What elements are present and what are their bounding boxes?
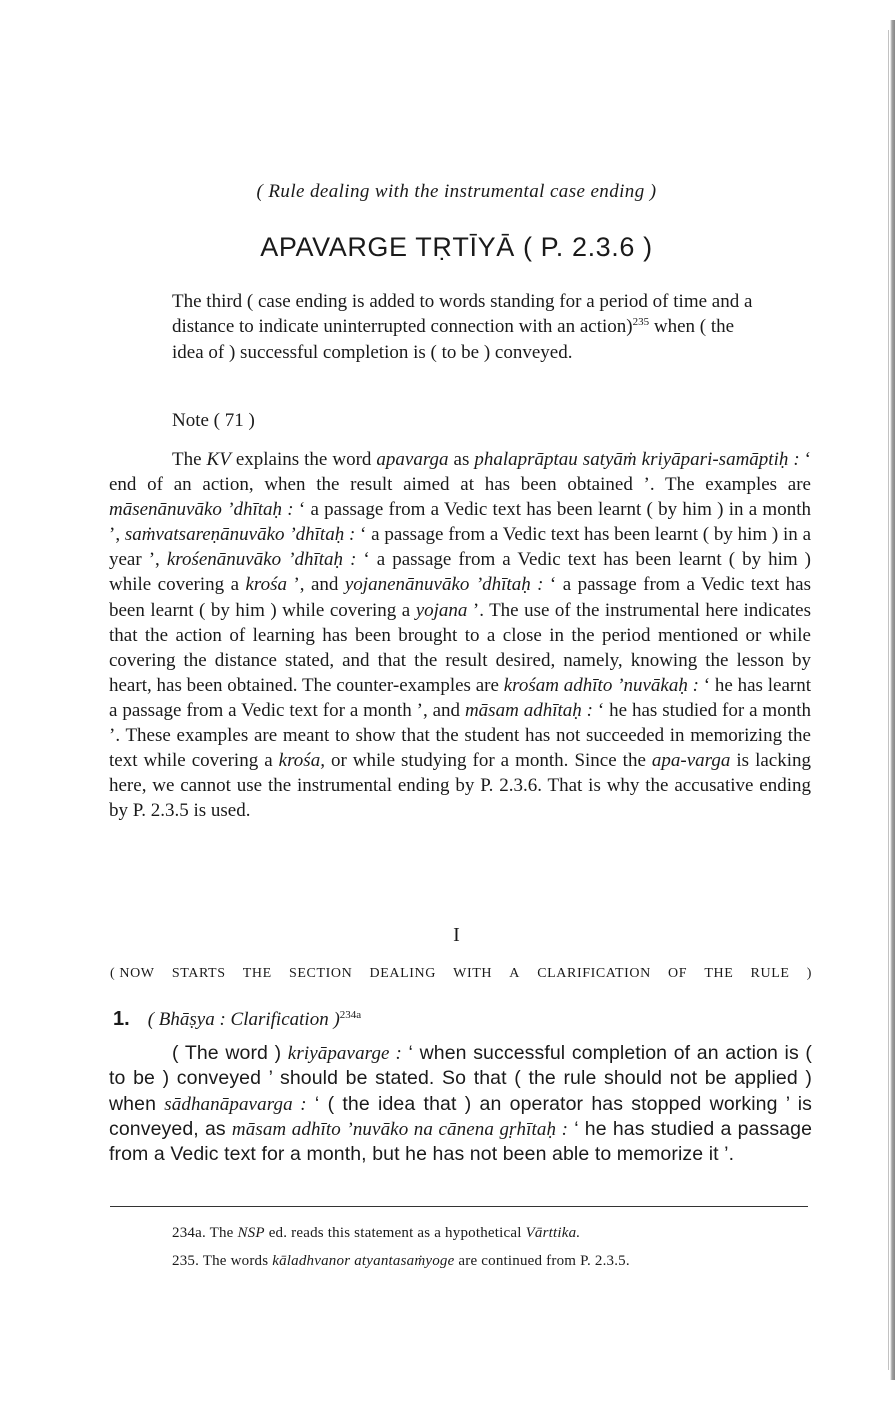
note-text: ’, and — [287, 574, 345, 596]
section-number: I — [453, 924, 460, 946]
bhasya-number: 1. — [113, 1008, 130, 1030]
note-italic-term: apavarga — [376, 449, 449, 470]
section-heading-word: RULE — [750, 966, 790, 981]
section-heading-word: ) — [806, 966, 812, 981]
clar-italic-term: sādhanāpavarga : — [164, 1093, 307, 1115]
note-counter-example: māsam adhītaḥ : — [464, 699, 593, 721]
section-heading-word: A — [509, 966, 521, 981]
page-title: APAVARGE TṚTĪYĀ ( P. 2.3.6 ) — [260, 232, 653, 262]
rule-text-start: The third ( case ending is added to words standing for a period of time and a distance to indicate uninterrupted connection with an action) — [172, 291, 753, 338]
note-text: ‘ end of an action, when the result aimed at has been obtained ’. The examples are — [109, 449, 812, 496]
section-heading-word: OF — [668, 966, 688, 981]
footnote-235 — [172, 1253, 630, 1270]
footnote-ref-234a[interactable]: 234a — [339, 1009, 362, 1021]
fn-text: ed. reads this statement as a hypothetical — [264, 1225, 526, 1241]
note-text: explains the word — [230, 449, 377, 470]
section-heading-word: THE — [704, 966, 734, 981]
note-text: as — [448, 449, 475, 470]
footnote-234a — [172, 1225, 580, 1242]
fn-italic: NSP — [237, 1225, 265, 1241]
clar-text: ‘ he has studied a passage from a Vedic text for a month, but he has not been able to memorize it ’. — [109, 1117, 813, 1166]
note-text: ‘ a passage from a Vedic text has been learnt ( by him ) in a month ’, — [109, 499, 811, 546]
note-example: yojanenānuvāko ’dhītaḥ : — [344, 574, 544, 596]
note-text: ‘ a passage from a Vedic text has been learnt ( by him ) while covering a — [109, 549, 812, 596]
fn-text: 234a. The — [172, 1225, 238, 1241]
note-italic-term: yojana — [415, 599, 468, 621]
note-paragraph — [109, 447, 811, 823]
fn-italic: Vārttika. — [525, 1225, 581, 1241]
rule-text-end: when ( the idea of ) successful completion is ( to be ) conveyed. — [172, 316, 735, 363]
bhasya-label: ( Bhāṣya : Clarification ) — [147, 1009, 340, 1030]
note-example: krośenānuvāko ’dhītaḥ : — [166, 549, 357, 571]
note-example: saṁvatsareṇānuvāko ’dhītaḥ : — [124, 524, 356, 546]
note-text: ‘ he has learnt a passage from a Vedic text for a month ’, and — [109, 674, 811, 721]
note-body — [109, 447, 811, 823]
section-heading-word: ( NOW — [110, 966, 155, 981]
clarification-paragraph — [109, 1041, 812, 1167]
section-heading-word: WITH — [453, 966, 493, 981]
note-text: ‘ a passage from a Vedic text has been learnt ( by him ) in a year ’, — [109, 524, 811, 571]
clar-text: ‘ when successful completion of an action is ( to be ) conveyed ’ should be stated. So that ( the rule should not be applied ) when — [109, 1042, 812, 1115]
section-heading — [110, 966, 812, 982]
note-text: The — [172, 449, 207, 470]
note-example: māsenānuvāko ’dhītaḥ : — [109, 499, 294, 521]
section-heading-word: DEALING — [369, 966, 436, 981]
note-italic-term: phalaprāptau satyāṁ kriyāpari-samāptiḥ : — [474, 449, 800, 470]
fn-italic: kāladhvanor atyantasaṁyoge — [272, 1253, 455, 1269]
rule-translation — [172, 289, 754, 365]
section-heading-word: THE — [242, 966, 272, 981]
note-counter-example: krośam adhīto ’nuvākaḥ : — [503, 674, 699, 696]
fn-text: are continued from P. 2.3.5. — [454, 1253, 630, 1269]
note-text: ‘ a passage from a Vedic text has been learnt ( by him ) while covering a — [109, 574, 812, 621]
fn-text: 235. The words — [172, 1253, 273, 1269]
clar-italic-example: māsam adhīto ’nuvāko na cānena gṛhītaḥ : — [231, 1118, 569, 1140]
clar-text: ‘ ( the idea that ) an operator has stopped working ’ is conveyed, as — [109, 1092, 812, 1140]
scan-edge-line — [888, 30, 889, 1370]
note-text: or while studying for a month. Since the — [324, 750, 652, 772]
note-text: ’. The use of the instrumental here indicates that the action of learning has been brought to a close in the period mentioned or while covering the distance stated, and that the result desired, namely, knowing the lesson by heart, has been obtained. The counter-examples are — [109, 599, 812, 696]
section-heading-word: SECTION — [289, 966, 353, 981]
note-label: Note ( 71 ) — [172, 410, 255, 431]
section-heading-word: CLARIFICATION — [537, 966, 651, 981]
rule-subheading: ( Rule dealing with the instrumental case ending ) — [256, 181, 657, 202]
note-text: is lacking here, we cannot use the instrumental ending by P. 2.3.6. That is why the accusative ending by P. 2.3.5 is used. — [109, 750, 811, 822]
clar-italic-term: kriyāpavarge : — [287, 1043, 402, 1064]
section-heading-word: STARTS — [171, 966, 226, 981]
footnote-divider — [110, 1206, 808, 1207]
note-italic-term: apa-varga — [651, 750, 731, 772]
note-italic-kv: KV — [206, 449, 231, 470]
clar-text: ( The word ) — [172, 1042, 288, 1064]
note-italic-term: krośa — [245, 574, 287, 596]
note-text: ‘ he has studied for a month ’. These examples are meant to show that the student has not succeeded in memorizing the text while covering a — [109, 699, 811, 772]
clarification-body — [109, 1041, 812, 1167]
bhasya-heading — [113, 1008, 361, 1031]
note-italic-term: krośa, — [278, 750, 325, 772]
scan-edge-shadow — [890, 20, 895, 1380]
footnote-ref-235[interactable]: 235 — [632, 316, 650, 329]
